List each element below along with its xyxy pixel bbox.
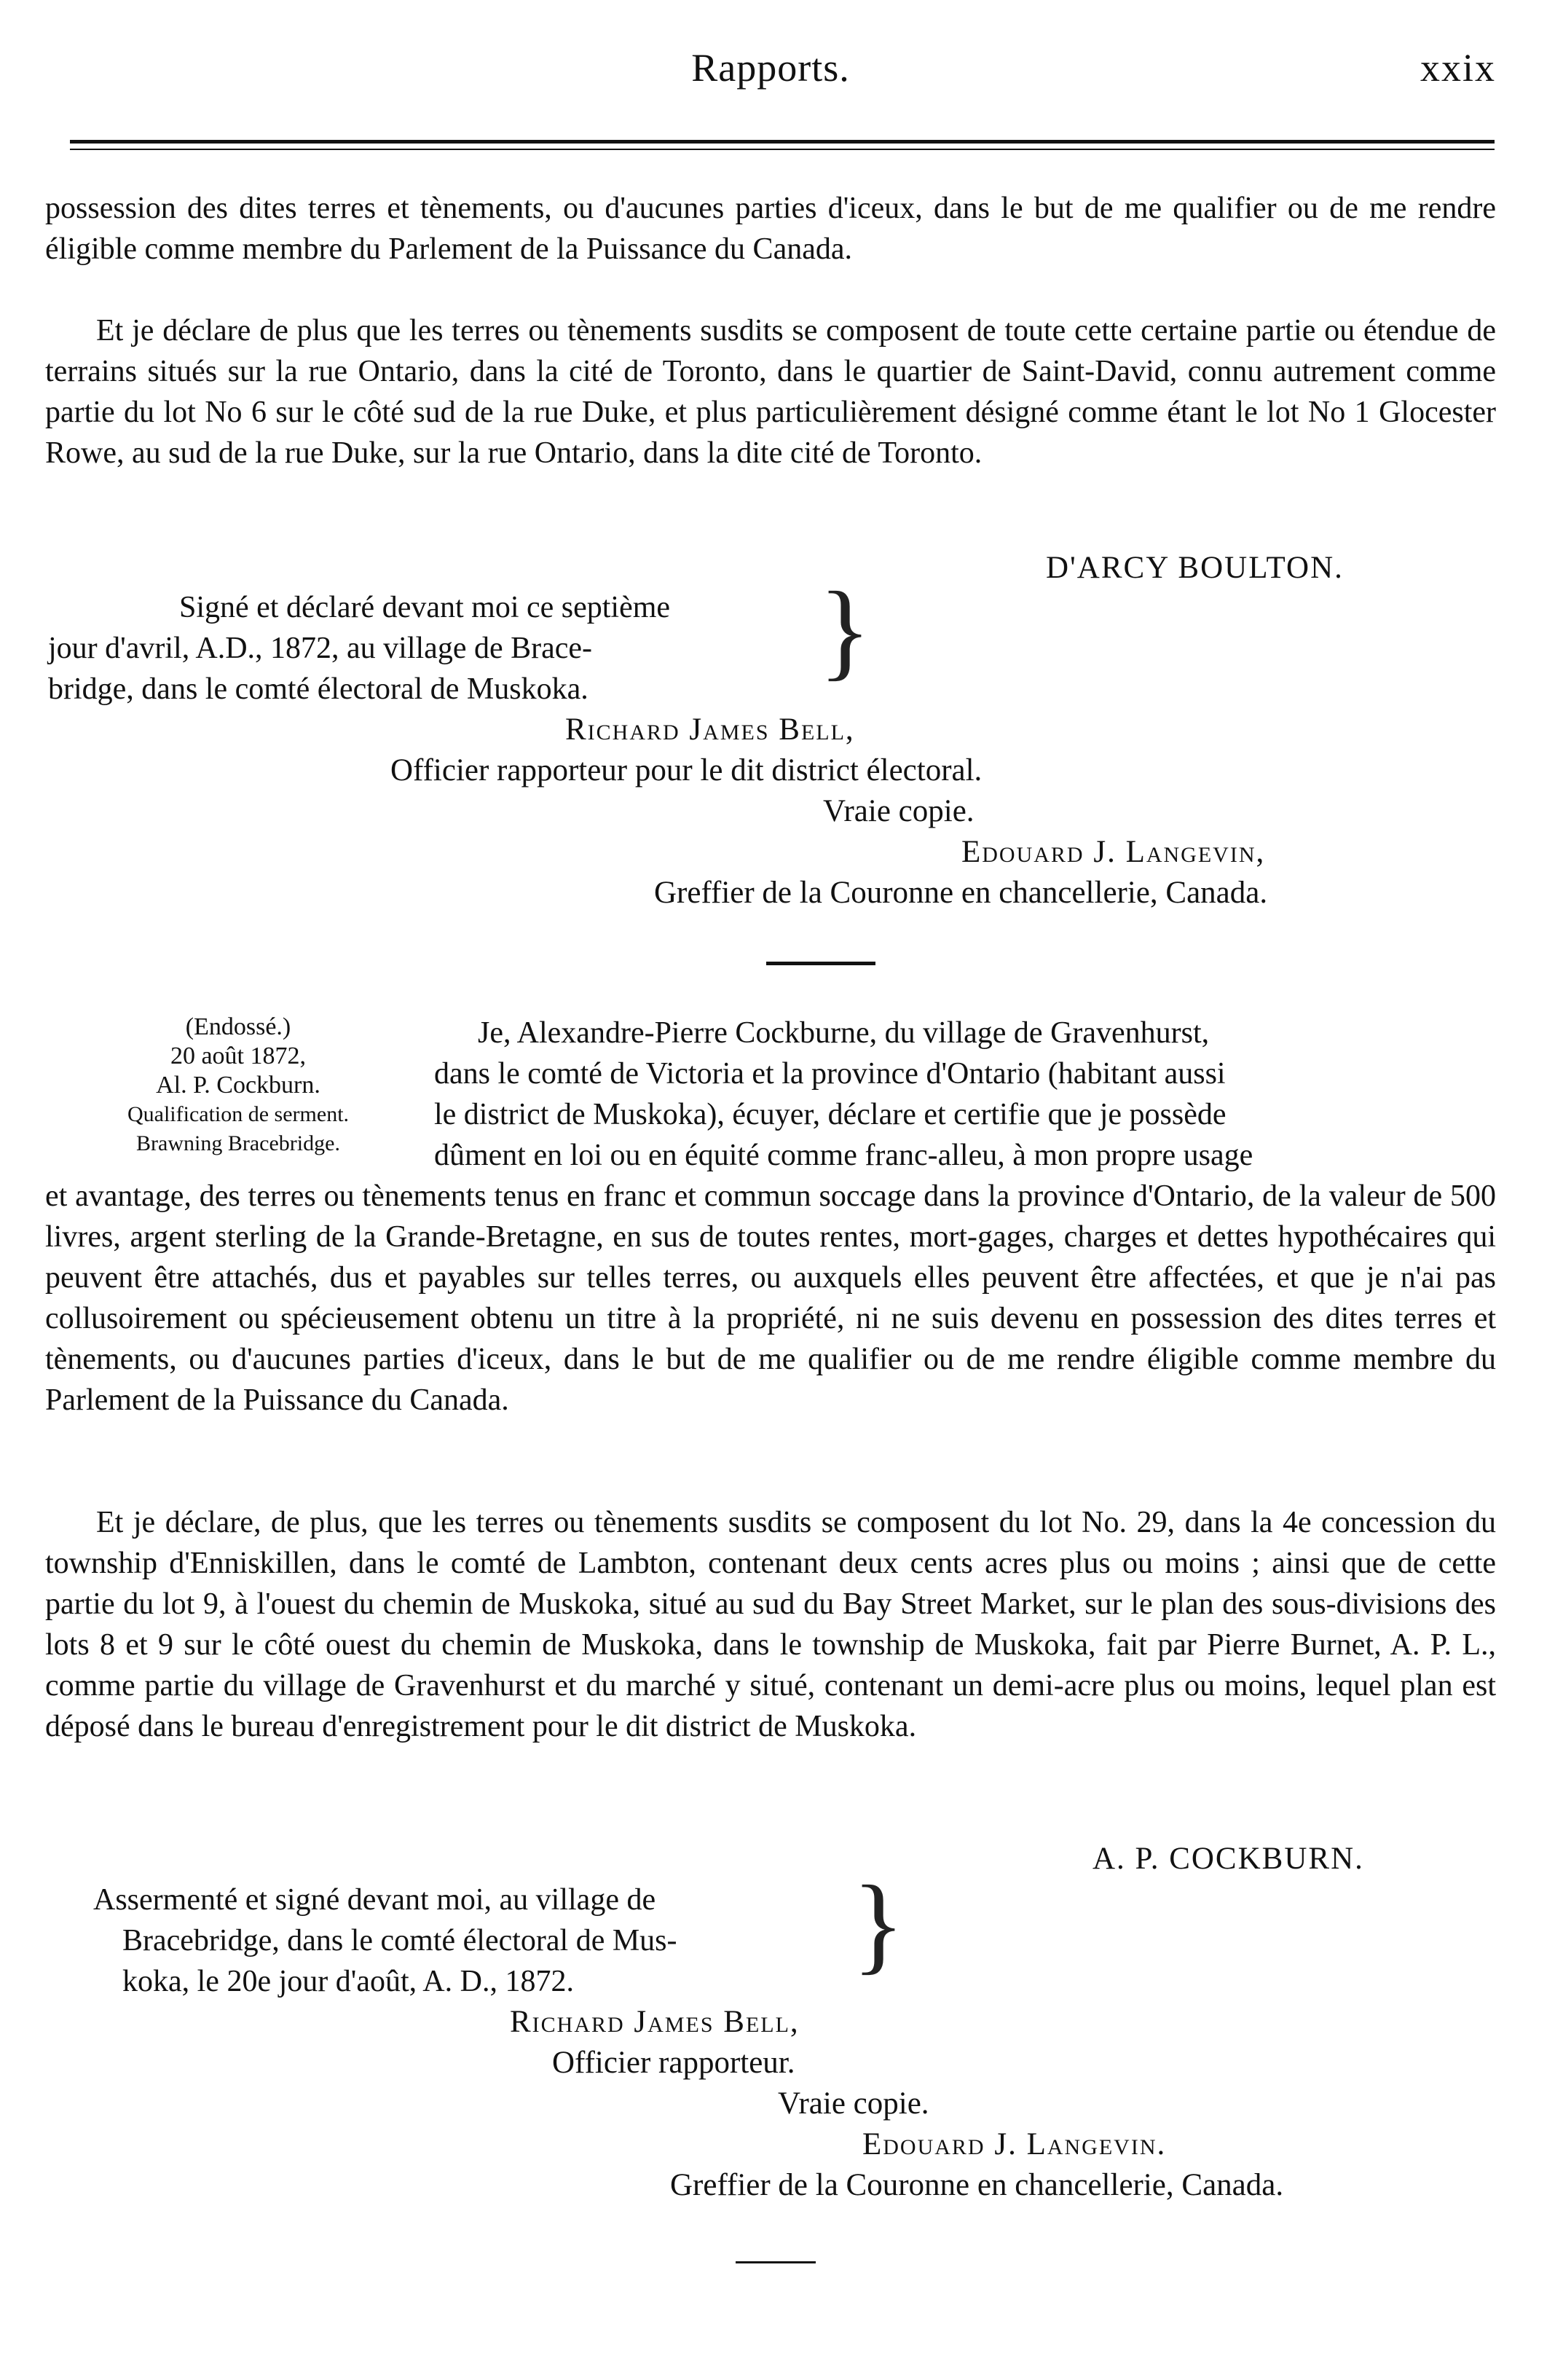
attestation-line: jour d'avril, A.D., 1872, au village de Brace- [48, 632, 593, 665]
true-copy: Vraie copie. [823, 794, 975, 828]
officer-title: Officier rapporteur pour le dit district électoral. [390, 753, 983, 788]
oath-line: le district de Muskoka), écuyer, déclare et certifie que je possède [434, 1098, 1227, 1131]
header-rule [70, 140, 1495, 144]
oath-line: dûment en loi ou en équité comme franc-alleu, à mon propre usage [434, 1139, 1253, 1172]
attestation-line: Signé et déclaré devant moi ce septième [179, 591, 671, 624]
attestation-line: Bracebridge, dans le comté électoral de Mus- [122, 1924, 677, 1957]
attestation-line: koka, le 20e jour d'août, A. D., 1872. [122, 1965, 574, 1998]
attestation-block [93, 1880, 677, 2002]
header-rule-thin [70, 149, 1495, 150]
attestation-block [48, 587, 671, 710]
paragraph-property-description: Et je déclare de plus que les terres ou tènements susdits se composent de toute cette certaine partie ou étendue de terrains situés sur la rue Ontario, dans la cité de Toronto, dans le quartier de Saint-David, connu autrement comme partie du lot No 6 sur le côté sud de la rue Duke, et plus particulièrement désigné comme étant le lot No 1 Glocester Rowe, au sud de la rue Duke, sur la rue Ontario, dans la dite cité de Toronto. [45, 314, 1496, 470]
margin-note-line: (Endossé.) [185, 1013, 291, 1040]
page-header [45, 45, 1496, 103]
page-number: xxix [1420, 46, 1496, 90]
attestation-line: bridge, dans le comté électoral de Muskoka. [48, 672, 588, 706]
running-title: Rapports. [691, 46, 850, 90]
paragraph-continuation: possession des dites terres et tènements, ou d'aucunes parties d'iceux, dans le but de me qualifier ou de me rendre éligible comme membre du Parlement de la Puissance du Canada. [45, 192, 1496, 266]
brace-icon: } [852, 1863, 905, 1984]
oath-paragraph: et avantage, des terres ou tènements tenus en franc et commun soccage dans la province d'Ontario, de la valeur de 500 livres, argent sterling de la Grande-Bretagne, en sus de toutes rentes, mort-gages, charges et dettes hypothécaires qui peuvent être attachés, dus et payables sur telles terres, ou auxquels elles peuvent être affectées, et que je n'ai pas collusoirement ou spécieusement obtenu un titre à la propriété, ni ne suis devenu en possession des dites terres et tènements, ou d'aucunes parties d'iceux, dans le but de me qualifier ou de me rendre éligible comme membre du Parlement de la Puissance du Canada. [45, 1179, 1496, 1417]
section-separator [766, 962, 875, 965]
margin-note [45, 1013, 431, 1158]
officer-name: Richard James Bell, [565, 712, 855, 747]
margin-note-line: Qualification de serment. [127, 1102, 350, 1126]
clerk-title: Greffier de la Couronne en chancellerie, Canada. [670, 2168, 1284, 2202]
oath-opening-lines [434, 1013, 1496, 1176]
paragraph-property-description: Et je déclare, de plus, que les terres ou tènements susdits se composent du lot No. 29, dans la 4e concession du township d'Enniskillen, dans le comté de Lambton, contenant deux cents acres plus ou moins ; ainsi que de cette partie du lot 9, à l'ouest du chemin de Muskoka, situé au sud du Bay Street Market, sur le plan des sous-divisions des lots 8 et 9 sur le côté ouest du chemin de Muskoka, dans le township de Muskoka, fait par Pierre Burnet, A. P. L., comme partie du village de Gravenhurst et du marché y situé, contenant un demi-acre plus ou moins, lequel plan est déposé dans le bureau d'enregistrement pour le dit district de Muskoka. [45, 1506, 1496, 1743]
end-separator [736, 2261, 816, 2263]
margin-note-line: Brawning Bracebridge. [136, 1131, 340, 1155]
officer-title: Officier rapporteur. [552, 2046, 795, 2080]
oath-line: dans le comté de Victoria et la province d'Ontario (habitant aussi [434, 1057, 1226, 1091]
clerk-name: Edouard J. Langevin. [862, 2127, 1167, 2161]
margin-note-line: 20 août 1872, [170, 1042, 307, 1069]
margin-note-line: Al. P. Cockburn. [156, 1072, 320, 1099]
clerk-title: Greffier de la Couronne en chancellerie, Canada. [654, 876, 1268, 910]
attestation-line: Assermenté et signé devant moi, au village de [93, 1883, 656, 1917]
signer-name: A. P. COCKBURN. [1092, 1842, 1364, 1876]
true-copy: Vraie copie. [778, 2086, 929, 2121]
oath-line: Je, Alexandre-Pierre Cockburne, du village de Gravenhurst, [478, 1016, 1210, 1050]
officer-name: Richard James Bell, [510, 2005, 800, 2039]
clerk-name: Edouard J. Langevin, [961, 835, 1266, 869]
signer-name: D'ARCY BOULTON. [1046, 551, 1344, 585]
brace-icon: } [819, 570, 871, 691]
